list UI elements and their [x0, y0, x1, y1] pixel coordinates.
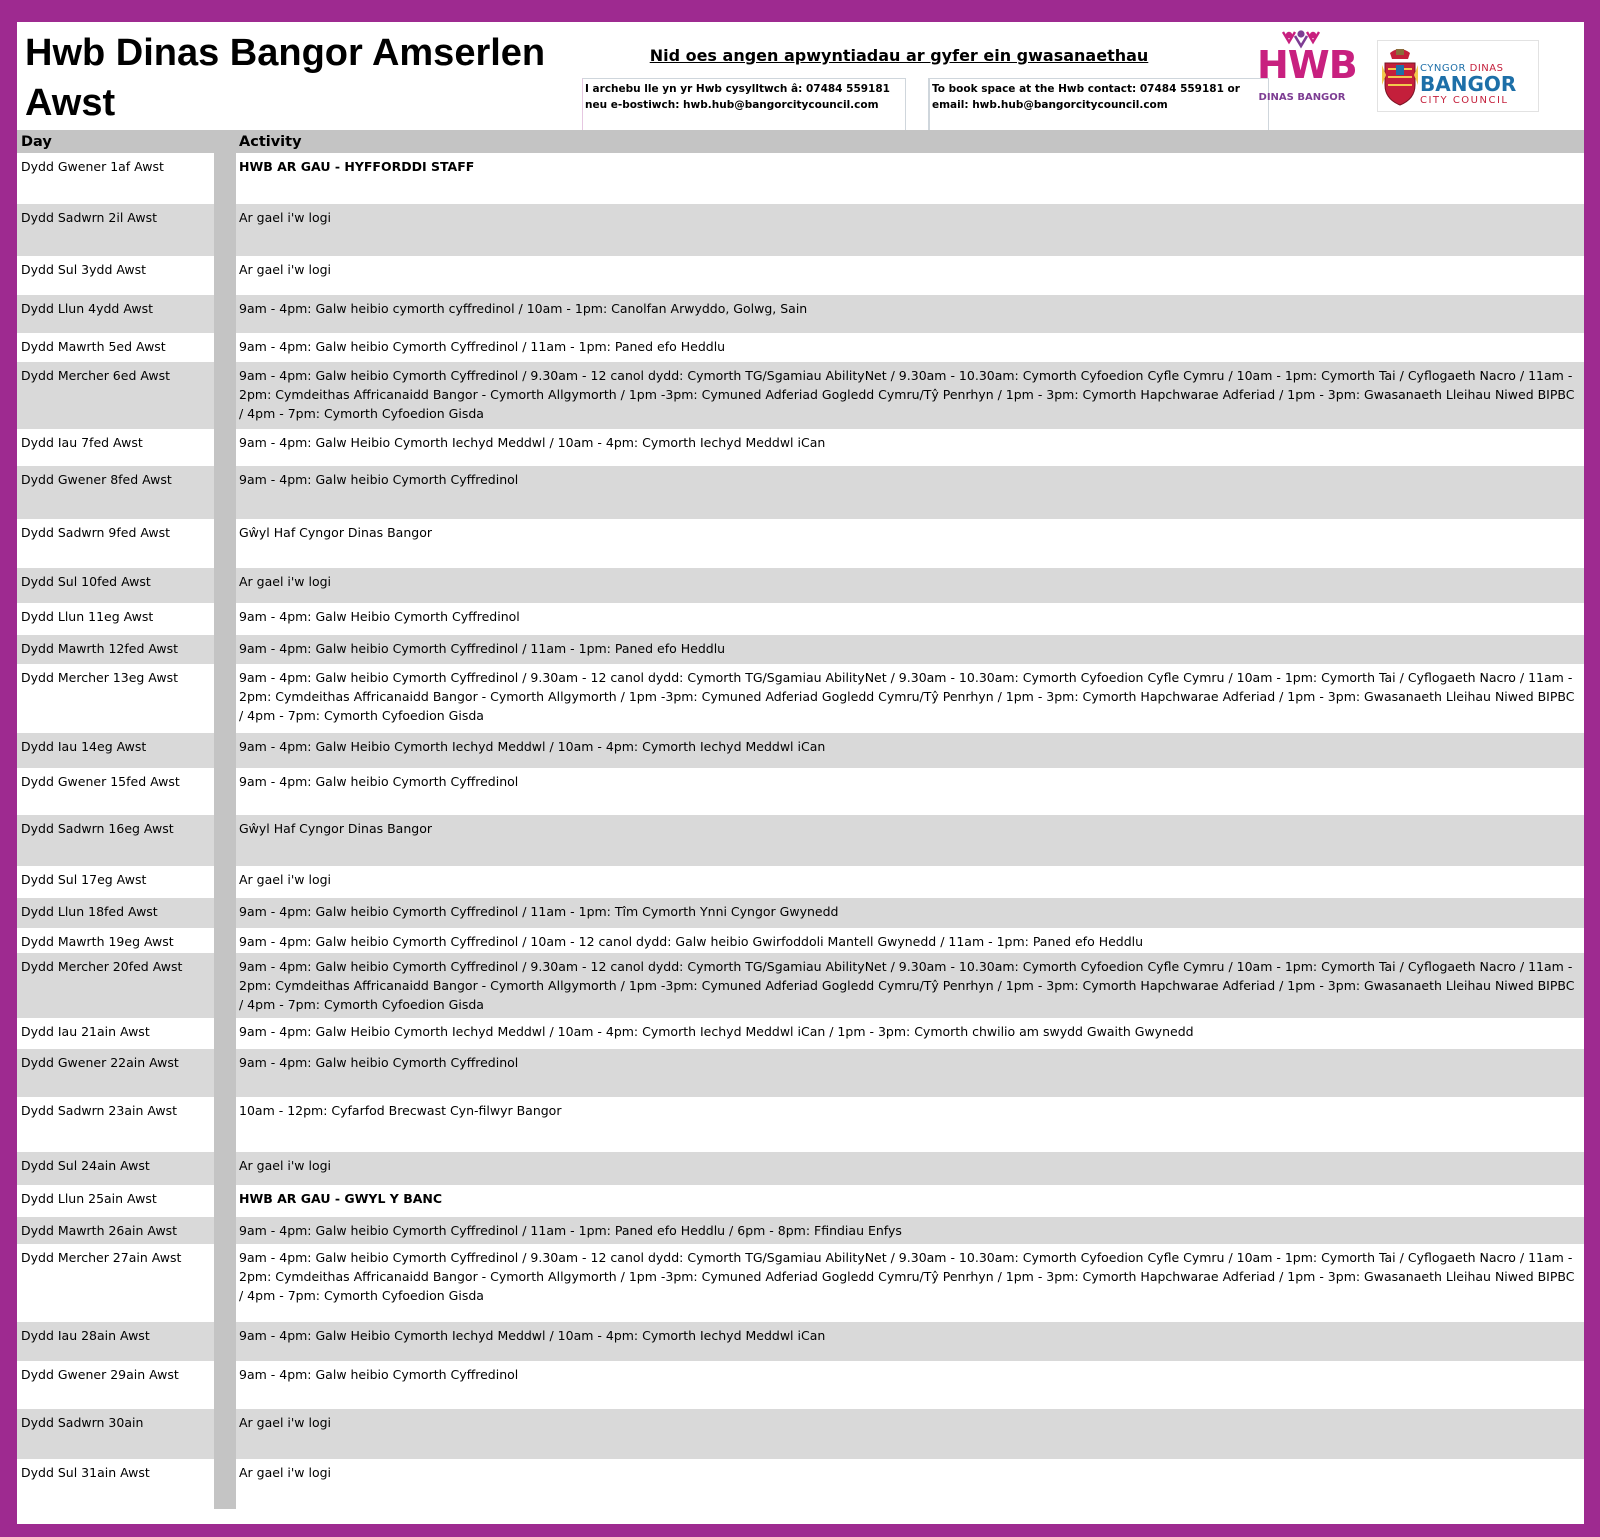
column-separator	[214, 635, 236, 664]
activity-cell: 9am - 4pm: Galw Heibio Cymorth Iechyd Meddwl / 10am - 4pm: Cymorth Iechyd Meddwl iCan	[239, 1328, 826, 1343]
table-row	[17, 733, 1584, 768]
column-separator	[214, 429, 236, 466]
table-row	[17, 1049, 1584, 1097]
column-separator	[214, 1097, 236, 1152]
activity-cell: 9am - 4pm: Galw Heibio Cymorth Iechyd Meddwl / 10am - 4pm: Cymorth Iechyd Meddwl iCan	[239, 739, 826, 754]
table-row	[17, 768, 1584, 815]
table-row	[17, 898, 1584, 928]
day-cell: Dydd Llun 11eg Awst	[17, 603, 214, 635]
table-row	[17, 1097, 1584, 1152]
day-cell: Dydd Sul 24ain Awst	[17, 1152, 214, 1185]
day-cell: Dydd Mawrth 19eg Awst	[17, 928, 214, 953]
column-separator	[214, 1459, 236, 1509]
table-row	[17, 204, 1584, 256]
day-cell: Dydd Mawrth 12fed Awst	[17, 635, 214, 664]
table-row	[17, 953, 1584, 1018]
day-cell: Dydd Gwener 29ain Awst	[17, 1361, 214, 1409]
activity-cell: 9am - 4pm: Galw Heibio Cymorth Iechyd Meddwl / 10am - 4pm: Cymorth Iechyd Meddwl iCan / 1pm - 3pm: Cymorth chwilio am swydd Gwaith Gwynedd	[239, 1024, 1194, 1039]
table-row	[17, 1018, 1584, 1049]
activity-cell: 9am - 4pm: Galw heibio Cymorth Cyffredinol / 9.30am - 12 canol dydd: Cymorth TG/Sgamiau AbilityNet / 9.30am - 10.30am: Cymorth Cyfoedion Cyfle Cymru / 10am - 1pm: Cymorth Tai / Cyflogaeth Nacro / 11am - 2pm: Cymdeithas Affricanaidd Bangor - Cymorth Allgymorth / 1pm -3pm: Cymuned Adferiad Gogledd Cymru/Tŷ Penrhyn / 1pm - 3pm: Cymorth Hapchwarae Adferiad / 1pm - 3pm: Gwasanaeth Lleihau Niwed BIPBC / 4pm - 7pm: Cymorth Cyfoedion Gisda	[239, 959, 1575, 1012]
table-row	[17, 519, 1584, 568]
day-cell: Dydd Sadwrn 9fed Awst	[17, 519, 214, 568]
table-row	[17, 568, 1584, 603]
activity-cell: Ar gael i'w logi	[239, 872, 332, 887]
activity-cell: Gŵyl Haf Cyngor Dinas Bangor	[239, 525, 432, 540]
day-cell: Dydd Sadwrn 30ain	[17, 1409, 214, 1459]
contact-welsh: I archebu lle yn yr Hwb cysylltwch â: 07484 559181 neu e-bostiwch: hwb.hub@bangorcitycouncil.com	[582, 78, 906, 142]
table-header	[17, 130, 1584, 153]
activity-cell: 9am - 4pm: Galw heibio cymorth cyffredinol / 10am - 1pm: Canolfan Arwyddo, Golwg, Sain	[239, 301, 808, 316]
day-cell: Dydd Mawrth 26ain Awst	[17, 1217, 214, 1244]
activity-cell: HWB AR GAU - HYFFORDDI STAFF	[239, 159, 475, 174]
no-appointments-notice: Nid oes angen apwyntiadau ar gyfer ein gwasanaethau	[649, 46, 1149, 65]
activity-cell: 9am - 4pm: Galw heibio Cymorth Cyffredinol / 9.30am - 12 canol dydd: Cymorth TG/Sgamiau AbilityNet / 9.30am - 10.30am: Cymorth Cyfoedion Cyfle Cymru / 10am - 1pm: Cymorth Tai / Cyflogaeth Nacro / 11am - 2pm: Cymdeithas Affricanaidd Bangor - Cymorth Allgymorth / 1pm -3pm: Cymuned Adferiad Gogledd Cymru/Tŷ Penrhyn / 1pm - 3pm: Cymorth Hapchwarae Adferiad / 1pm - 3pm: Gwasanaeth Lleihau Niwed BIPBC / 4pm - 7pm: Cymorth Cyfoedion Gisda	[239, 670, 1575, 723]
table-row	[17, 295, 1584, 333]
timetable-body	[17, 153, 1584, 1509]
column-separator	[214, 295, 236, 333]
day-cell: Dydd Sul 10fed Awst	[17, 568, 214, 603]
page-title: Hwb Dinas Bangor Amserlen Awst	[25, 32, 546, 124]
day-cell: Dydd Gwener 1af Awst	[17, 153, 214, 204]
day-cell: Dydd Iau 21ain Awst	[17, 1018, 214, 1049]
council-bangor: BANGOR	[1420, 72, 1517, 96]
table-row	[17, 256, 1584, 295]
table-row	[17, 333, 1584, 362]
table-row	[17, 1361, 1584, 1409]
activity-cell: 9am - 4pm: Galw heibio Cymorth Cyffredinol / 11am - 1pm: Paned efo Heddlu / 6pm - 8pm: Ffindiau Enfys	[239, 1223, 902, 1238]
activity-cell: 9am - 4pm: Galw heibio Cymorth Cyffredinol	[239, 472, 519, 487]
activity-cell: Ar gael i'w logi	[239, 210, 332, 225]
column-separator	[214, 898, 236, 928]
column-separator	[214, 256, 236, 295]
activity-cell: 9am - 4pm: Galw heibio Cymorth Cyffredinol / 10am - 12 canol dydd: Galw heibio Gwirfoddoli Mantell Gwynedd / 11am - 1pm: Paned efo Heddlu	[239, 934, 1144, 949]
day-cell: Dydd Llun 18fed Awst	[17, 898, 214, 928]
column-header-activity: Activity	[239, 134, 302, 150]
column-separator	[214, 519, 236, 568]
table-row	[17, 664, 1584, 733]
activity-cell: Ar gael i'w logi	[239, 262, 332, 277]
day-cell: Dydd Sul 31ain Awst	[17, 1459, 214, 1509]
day-cell: Dydd Gwener 15fed Awst	[17, 768, 214, 815]
column-separator	[214, 1152, 236, 1185]
table-row	[17, 635, 1584, 664]
column-separator	[214, 928, 236, 953]
column-header-day: Day	[21, 134, 52, 150]
column-separator	[214, 1322, 236, 1361]
day-cell: Dydd Gwener 8fed Awst	[17, 466, 214, 519]
day-cell: Dydd Mercher 27ain Awst	[17, 1244, 214, 1322]
day-cell: Dydd Sul 3ydd Awst	[17, 256, 214, 295]
contact-english: To book space at the Hwb contact: 07484 559181 or email: hwb.hub@bangorcitycouncil.com	[929, 78, 1269, 142]
day-cell: Dydd Sadwrn 2il Awst	[17, 204, 214, 256]
table-row	[17, 1459, 1584, 1509]
hwb-logo	[1257, 30, 1357, 112]
activity-cell: Ar gael i'w logi	[239, 574, 332, 589]
column-separator	[214, 815, 236, 866]
column-separator	[214, 866, 236, 898]
day-cell: Dydd Sadwrn 16eg Awst	[17, 815, 214, 866]
hwb-wordmark: HWB	[1257, 43, 1357, 87]
column-separator	[214, 568, 236, 603]
table-row	[17, 1322, 1584, 1361]
column-separator	[214, 466, 236, 519]
table-row	[17, 1152, 1584, 1185]
day-cell: Dydd Llun 25ain Awst	[17, 1185, 214, 1217]
day-cell: Dydd Mercher 20fed Awst	[17, 953, 214, 1018]
column-separator	[214, 603, 236, 635]
column-separator	[214, 664, 236, 733]
column-separator	[214, 204, 236, 256]
council-cy-word: CYNGOR	[1420, 63, 1466, 74]
activity-cell: 9am - 4pm: Galw heibio Cymorth Cyffredinol / 11am - 1pm: Paned efo Heddlu	[239, 339, 726, 354]
table-row	[17, 928, 1584, 953]
day-cell: Dydd Sadwrn 23ain Awst	[17, 1097, 214, 1152]
table-row	[17, 1217, 1584, 1244]
council-dinas-word: DINAS	[1469, 63, 1504, 74]
column-separator	[214, 362, 236, 429]
activity-cell: 10am - 12pm: Cyfarfod Brecwast Cyn-filwyr Bangor	[239, 1103, 562, 1118]
table-row	[17, 866, 1584, 898]
council-city: CITY COUNCIL	[1420, 95, 1509, 106]
day-cell: Dydd Sul 17eg Awst	[17, 866, 214, 898]
table-row	[17, 429, 1584, 466]
day-cell: Dydd Mercher 6ed Awst	[17, 362, 214, 429]
timetable-sheet	[17, 22, 1584, 1524]
column-separator	[214, 1049, 236, 1097]
table-row	[17, 815, 1584, 866]
day-cell: Dydd Iau 7fed Awst	[17, 429, 214, 466]
table-row	[17, 466, 1584, 519]
column-separator	[214, 1018, 236, 1049]
activity-cell: Ar gael i'w logi	[239, 1465, 332, 1480]
day-cell: Dydd Mawrth 5ed Awst	[17, 333, 214, 362]
column-separator	[214, 333, 236, 362]
activity-cell: 9am - 4pm: Galw heibio Cymorth Cyffredinol / 11am - 1pm: Tîm Cymorth Ynni Cyngor Gwynedd	[239, 904, 839, 919]
hwb-sub: DINAS BANGOR	[1258, 92, 1346, 103]
column-separator	[214, 153, 236, 204]
activity-cell: Gŵyl Haf Cyngor Dinas Bangor	[239, 821, 432, 836]
column-separator	[214, 1244, 236, 1322]
table-row	[17, 1185, 1584, 1217]
activity-cell: Ar gael i'w logi	[239, 1415, 332, 1430]
day-cell: Dydd Iau 28ain Awst	[17, 1322, 214, 1361]
day-cell: Dydd Iau 14eg Awst	[17, 733, 214, 768]
activity-cell: 9am - 4pm: Galw heibio Cymorth Cyffredinol	[239, 1367, 519, 1382]
table-row	[17, 603, 1584, 635]
activity-cell: 9am - 4pm: Galw heibio Cymorth Cyffredinol / 9.30am - 12 canol dydd: Cymorth TG/Sgamiau AbilityNet / 9.30am - 10.30am: Cymorth Cyfoedion Cyfle Cymru / 10am - 1pm: Cymorth Tai / Cyflogaeth Nacro / 11am - 2pm: Cymdeithas Affricanaidd Bangor - Cymorth Allgymorth / 1pm -3pm: Cymuned Adferiad Gogledd Cymru/Tŷ Penrhyn / 1pm - 3pm: Cymorth Hapchwarae Adferiad / 1pm - 3pm: Gwasanaeth Lleihau Niwed BIPBC / 4pm - 7pm: Cymorth Cyfoedion Gisda	[239, 368, 1575, 421]
column-separator	[214, 1361, 236, 1409]
column-separator	[214, 1409, 236, 1459]
table-row	[17, 1244, 1584, 1322]
column-separator	[214, 1217, 236, 1244]
day-cell: Dydd Gwener 22ain Awst	[17, 1049, 214, 1097]
column-separator	[214, 768, 236, 815]
column-separator	[214, 953, 236, 1018]
activity-cell: HWB AR GAU - GWYL Y BANC	[239, 1191, 443, 1206]
activity-cell: 9am - 4pm: Galw heibio Cymorth Cyffredinol / 11am - 1pm: Paned efo Heddlu	[239, 641, 726, 656]
activity-cell: 9am - 4pm: Galw Heibio Cymorth Cyffredinol	[239, 609, 520, 624]
activity-cell: 9am - 4pm: Galw heibio Cymorth Cyffredinol / 9.30am - 12 canol dydd: Cymorth TG/Sgamiau AbilityNet / 9.30am - 10.30am: Cymorth Cyfoedion Cyfle Cymru / 10am - 1pm: Cymorth Tai / Cyflogaeth Nacro / 11am - 2pm: Cymdeithas Affricanaidd Bangor - Cymorth Allgymorth / 1pm -3pm: Cymuned Adferiad Gogledd Cymru/Tŷ Penrhyn / 1pm - 3pm: Cymorth Hapchwarae Adferiad / 1pm - 3pm: Gwasanaeth Lleihau Niwed BIPBC / 4pm - 7pm: Cymorth Cyfoedion Gisda	[239, 1250, 1575, 1303]
day-cell: Dydd Mercher 13eg Awst	[17, 664, 214, 733]
activity-cell: 9am - 4pm: Galw heibio Cymorth Cyffredinol	[239, 1055, 519, 1070]
activity-cell: 9am - 4pm: Galw heibio Cymorth Cyffredinol	[239, 774, 519, 789]
activity-cell: 9am - 4pm: Galw Heibio Cymorth Iechyd Meddwl / 10am - 4pm: Cymorth Iechyd Meddwl iCan	[239, 435, 826, 450]
column-separator	[214, 733, 236, 768]
day-cell: Dydd Llun 4ydd Awst	[17, 295, 214, 333]
table-row	[17, 153, 1584, 204]
table-row	[17, 362, 1584, 429]
council-crest-icon	[1382, 45, 1418, 107]
column-separator	[214, 1185, 236, 1217]
table-row	[17, 1409, 1584, 1459]
council-logo	[1377, 40, 1539, 112]
activity-cell: Ar gael i'w logi	[239, 1158, 332, 1173]
